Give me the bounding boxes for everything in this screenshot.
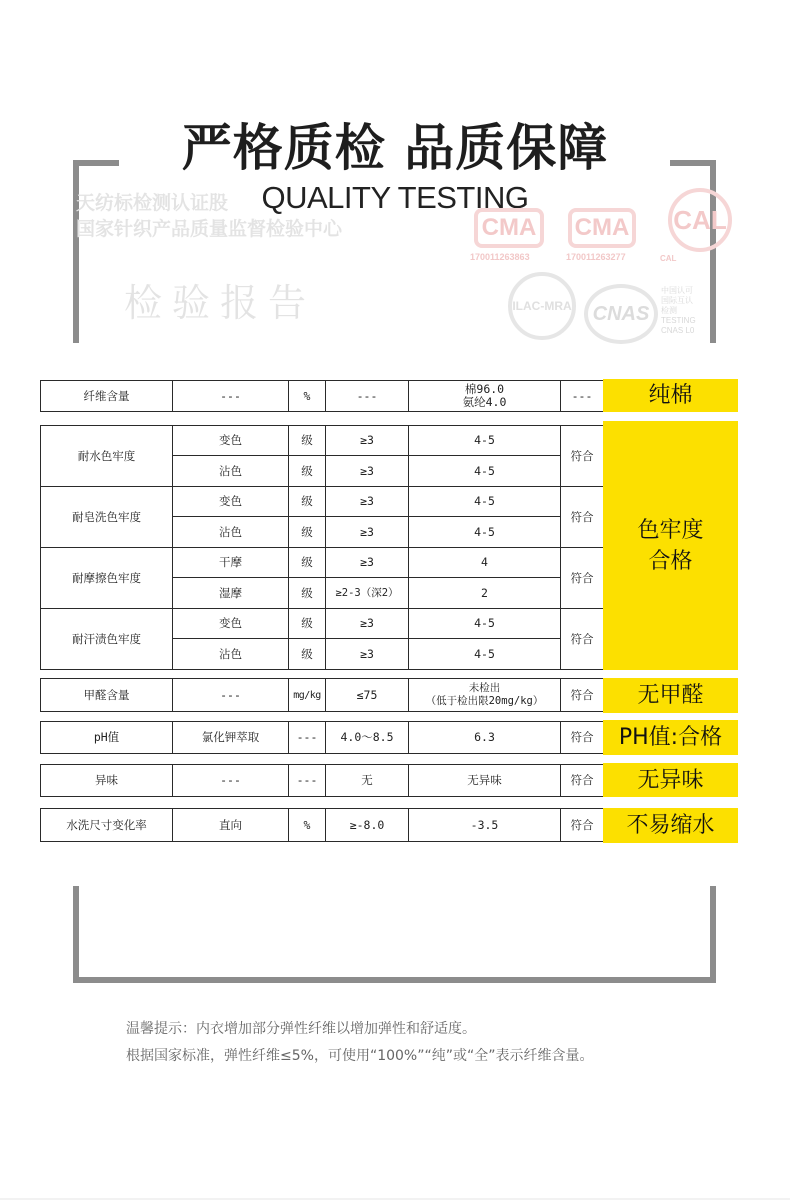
table-row xyxy=(41,548,604,578)
result: 4-5 xyxy=(409,609,561,639)
standard: ≥3 xyxy=(326,487,409,517)
result xyxy=(409,381,561,412)
method: 氯化钾萃取 xyxy=(173,722,289,754)
cal-stamp-number: CAL xyxy=(660,254,677,263)
result xyxy=(409,679,561,712)
method: --- xyxy=(173,381,289,412)
cnas-side-text xyxy=(661,286,696,336)
result-line: 未检出 xyxy=(468,682,501,694)
table-row xyxy=(41,809,604,842)
table-row xyxy=(41,679,604,712)
badge-shrinkage: 不易缩水 xyxy=(603,808,738,843)
shrinkage-table xyxy=(40,808,604,842)
table-row xyxy=(41,381,604,412)
sub-item: 变色 xyxy=(173,487,289,517)
unit: 级 xyxy=(289,609,326,639)
badge-formaldehyde: 无甲醛 xyxy=(603,678,738,713)
verdict: 符合 xyxy=(561,487,604,548)
page-title: 严格质检 品质保障 xyxy=(181,119,609,177)
fiber-table xyxy=(40,380,604,412)
method: --- xyxy=(173,765,289,797)
unit: 级 xyxy=(289,548,326,578)
standard: 无 xyxy=(326,765,409,797)
cma-stamp-2-label: CMA xyxy=(574,214,630,241)
verdict: --- xyxy=(561,381,604,412)
item-name: pH值 xyxy=(41,722,173,754)
item-name: 耐皂洗色牢度 xyxy=(41,487,173,548)
unit: % xyxy=(289,809,326,842)
cma-stamp-2-number: 170011263277 xyxy=(566,252,626,262)
cma-stamp-1-label: CMA xyxy=(481,214,537,241)
cma-stamp-1-number: 170011263863 xyxy=(470,252,530,262)
verdict: 符合 xyxy=(561,765,604,797)
sub-item: 沾色 xyxy=(173,456,289,487)
ph-table xyxy=(40,721,604,754)
verdict: 符合 xyxy=(561,609,604,670)
fastness-table xyxy=(40,425,604,670)
result: 4-5 xyxy=(409,639,561,670)
badge-ph: PH值:合格 xyxy=(603,720,738,755)
badge-odor: 无异味 xyxy=(603,763,738,797)
unit: 级 xyxy=(289,426,326,456)
cnas-side-line: 中国认可 xyxy=(661,286,693,295)
item-name: 耐汗渍色牢度 xyxy=(41,609,173,670)
sub-item: 沾色 xyxy=(173,639,289,670)
unit: 级 xyxy=(289,456,326,487)
result-line: （低于检出限20mg/kg） xyxy=(425,695,544,707)
table-row xyxy=(41,765,604,797)
standard: ≥3 xyxy=(326,548,409,578)
unit: 级 xyxy=(289,487,326,517)
result: 4-5 xyxy=(409,426,561,456)
item-name: 耐水色牢度 xyxy=(41,426,173,487)
item-name: 甲醛含量 xyxy=(41,679,173,712)
frame-bottom-right-v xyxy=(710,886,716,983)
badge-fastness-line1: 色牢度 xyxy=(637,517,704,543)
badge-color-fastness xyxy=(603,421,738,670)
sub-item: 干摩 xyxy=(173,548,289,578)
verdict: 符合 xyxy=(561,679,604,712)
verdict: 符合 xyxy=(561,722,604,754)
result-line: 棉96.0 xyxy=(464,382,505,396)
unit: --- xyxy=(289,765,326,797)
verdict: 符合 xyxy=(561,426,604,487)
method: 直向 xyxy=(173,809,289,842)
result: 无异味 xyxy=(409,765,561,797)
formaldehyde-table xyxy=(40,678,604,712)
sub-item: 变色 xyxy=(173,426,289,456)
cma-stamp-1 xyxy=(474,208,544,248)
cma-stamp-2 xyxy=(568,208,636,248)
standard: ≤75 xyxy=(326,679,409,712)
result: 4-5 xyxy=(409,487,561,517)
watermark-line1: 天纺标检测认证股 xyxy=(76,192,229,214)
result-line: 氨纶4.0 xyxy=(462,395,507,409)
badge-fastness-line2: 合格 xyxy=(648,548,693,574)
result: 4-5 xyxy=(409,456,561,487)
standard: ≥3 xyxy=(326,456,409,487)
cnas-side-line: 国际互认 xyxy=(661,296,693,305)
table-row xyxy=(41,609,604,639)
unit: --- xyxy=(289,722,326,754)
item-name: 水洗尺寸变化率 xyxy=(41,809,173,842)
sub-item: 变色 xyxy=(173,609,289,639)
cnas-side-line: 检测 xyxy=(661,306,677,315)
cnas-side-line: TESTING xyxy=(661,316,696,325)
unit: 级 xyxy=(289,517,326,548)
item-name: 纤维含量 xyxy=(41,381,173,412)
unit: mg/kg xyxy=(289,679,326,712)
method: --- xyxy=(173,679,289,712)
ilac-mark xyxy=(508,272,576,340)
standard: --- xyxy=(326,381,409,412)
cnas-mark-label: CNAS xyxy=(592,303,650,325)
standard: ≥3 xyxy=(326,426,409,456)
unit: % xyxy=(289,381,326,412)
verdict: 符合 xyxy=(561,809,604,842)
frame-bottom-left-v xyxy=(73,886,79,983)
cal-stamp xyxy=(668,188,732,252)
ilac-mark-label: ILAC-MRA xyxy=(512,299,572,313)
standard: ≥3 xyxy=(326,639,409,670)
watermark-line2: 国家针织产品质量监督检验中心 xyxy=(76,218,343,240)
table-row xyxy=(41,722,604,754)
cnas-mark xyxy=(584,284,658,344)
sub-item: 沾色 xyxy=(173,517,289,548)
verdict: 符合 xyxy=(561,548,604,609)
item-name: 异味 xyxy=(41,765,173,797)
page-subtitle: QUALITY TESTING xyxy=(261,180,529,215)
table-row xyxy=(41,426,604,456)
cal-stamp-label: CAL xyxy=(673,205,727,235)
result: 2 xyxy=(409,578,561,609)
result: -3.5 xyxy=(409,809,561,842)
cnas-side-line: CNAS L0 xyxy=(661,326,695,335)
standard: ≥3 xyxy=(326,609,409,639)
standard: ≥2-3（深2） xyxy=(326,578,409,609)
standard: ≥-8.0 xyxy=(326,809,409,842)
unit: 级 xyxy=(289,639,326,670)
result: 6.3 xyxy=(409,722,561,754)
item-name: 耐摩擦色牢度 xyxy=(41,548,173,609)
unit: 级 xyxy=(289,578,326,609)
standard: 4.0～8.5 xyxy=(326,722,409,754)
watermark-report: 检验报告 xyxy=(124,281,317,325)
result: 4 xyxy=(409,548,561,578)
note-line-1: 温馨提示：内衣增加部分弹性纤维以增加弹性和舒适度。 xyxy=(126,1021,476,1037)
result: 4-5 xyxy=(409,517,561,548)
frame-top-left-h xyxy=(73,160,119,166)
frame-bottom-h xyxy=(73,977,716,983)
table-row xyxy=(41,487,604,517)
sub-item: 湿摩 xyxy=(173,578,289,609)
odor-table xyxy=(40,764,604,797)
badge-cotton: 纯棉 xyxy=(603,379,738,412)
standard: ≥3 xyxy=(326,517,409,548)
frame-top-right-v xyxy=(710,160,716,343)
note-line-2: 根据国家标准，弹性纤维≤5%，可使用“100%”“纯”或“全”表示纤维含量。 xyxy=(126,1048,594,1064)
